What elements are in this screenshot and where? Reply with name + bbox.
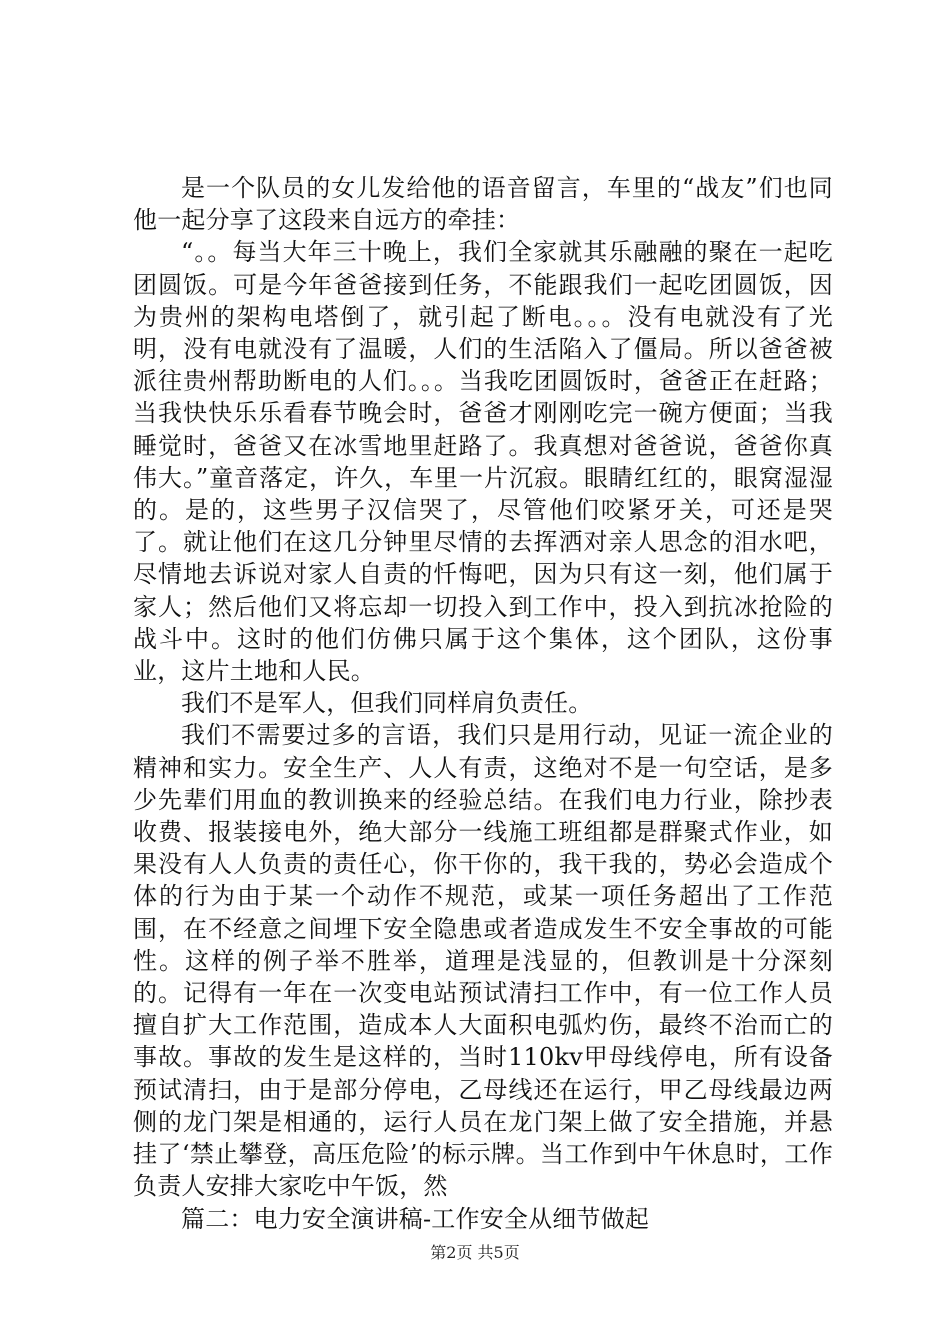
page-number-footer: 第2页 共5页 — [430, 1243, 520, 1262]
paragraph: 我们不需要过多的言语，我们只是用行动，见证一流企业的精神和实力。安全生产、人人有责，这绝对不是一句空话，是多少先辈们用血的教训换来的经验总结。在我们电力行业，除抄表收费、报装接电外，绝大部分一线施工班组都是群聚式作业，如果没有人人负责的责任心，你干你的，我干我的，势必会造成个体的行为由于某一个动作不规范，或某一项任务超出了工作范围，在不经意之间埋下安全隐患或者造成发生不安全事故的可能性。这样的例子举不胜举，道理是浅显的，但教训是十分深刻的。记得有一年在一次变电站预试清扫工作中，有一位工作人员擅自扩大工作范围，造成本人大面积电弧灼伤，最终不治而亡的事故。事故的发生是这样的，当时110kv甲母线停电，所有设备预试清扫，由于是部分停电，乙母线还在运行，甲乙母线最边两侧的龙门架是相通的，运行人员在龙门架上做了安全措施，并悬挂了‘禁止攀登，高压危险’的标示牌。当工作到中午休息时，工作负责人安排大家吃中午饭，然 — [133, 721, 833, 1201]
paragraph: 是一个队员的女儿发给他的语音留言，车里的“战友”们也同他一起分享了这段来自远方的牵挂： — [133, 174, 833, 235]
section-heading: 篇二：电力安全演讲稿-工作安全从细节做起 — [181, 1204, 650, 1233]
paragraph: 我们不是军人，但我们同样肩负责任。 — [181, 689, 593, 718]
paragraph: “。。每当大年三十晚上，我们全家就其乐融融的聚在一起吃团圆饭。可是今年爸爸接到任务，不能跟我们一起吃团圆饭，因为贵州的架构电塔倒了，就引起了断电。。。没有电就没有了光明，没有电就没有了温暖，人们的生活陷入了僵局。所以爸爸被派往贵州帮助断电的人们。。。当我吃团圆饭时，爸爸正在赶路；当我快快乐乐看春节晚会时，爸爸才刚刚吃完一碗方便面；当我睡觉时，爸爸又在冰雪地里赶路了。我真想对爸爸说，爸爸你真伟大。”童音落定，许久，车里一片沉寂。眼睛红红的，眼窝湿湿的。是的，这些男子汉信哭了，尽管他们咬紧牙关，可还是哭了。就让他们在这几分钟里尽情的去挥洒对亲人思念的泪水吧，尽情地去诉说对家人自责的忏悔吧，因为只有这一刻，他们属于家人；然后他们又将忘却一切投入到工作中，投入到抗冰抢险的战斗中。这时的他们仿佛只属于这个集体，这个团队，这份事业，这片土地和人民。 — [133, 238, 833, 686]
document-body — [133, 172, 833, 1235]
